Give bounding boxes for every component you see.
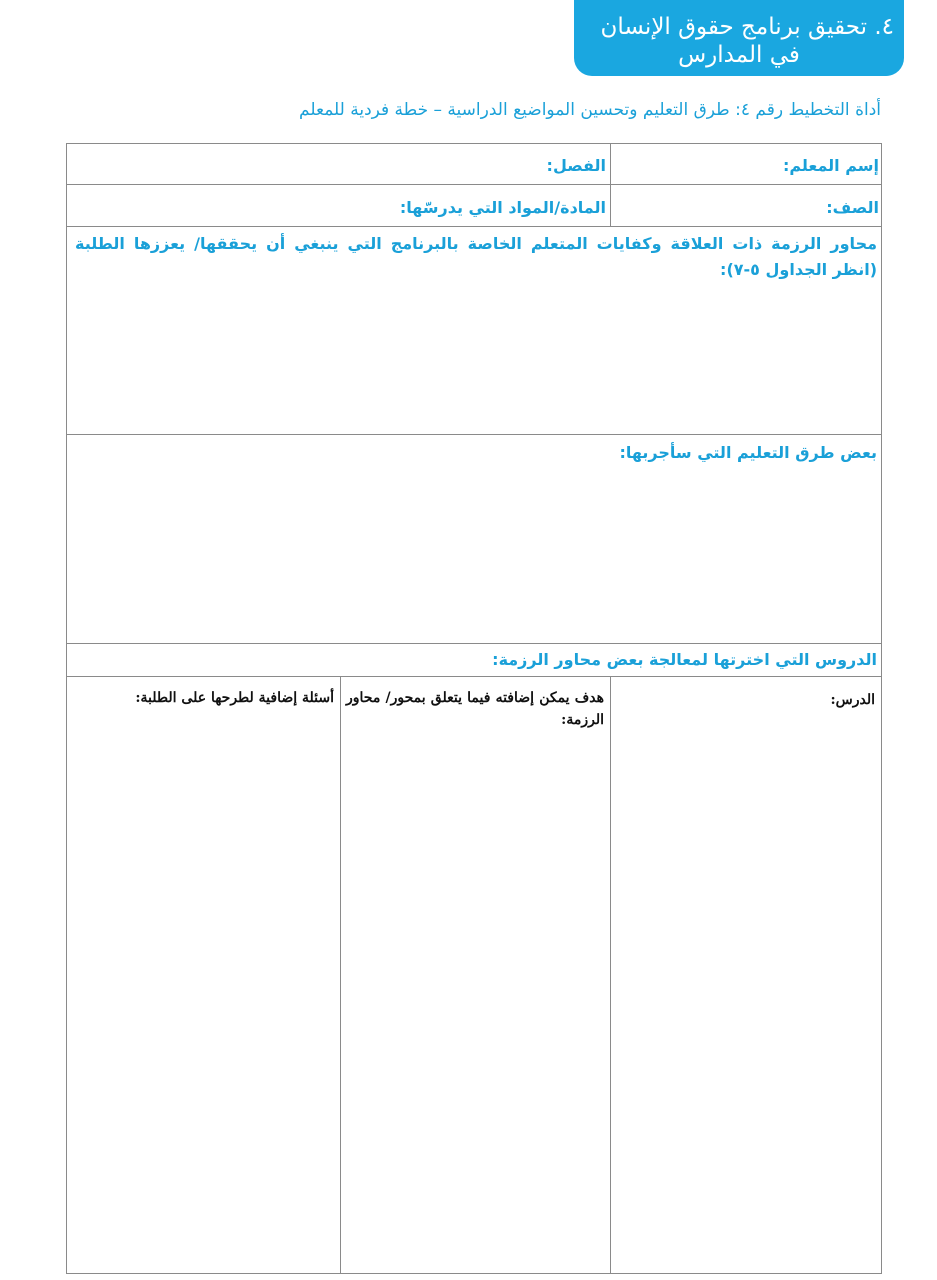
class-section-cell[interactable] [66, 143, 611, 185]
section-title-line2: في المدارس [678, 42, 800, 68]
teaching-methods-label: بعض طرق التعليم التي سأجربها: [619, 443, 877, 462]
questions-label: أسئلة إضافية لطرحها على الطلبة: [135, 690, 334, 706]
lesson-cell[interactable] [610, 676, 882, 1274]
axes-competencies-cell[interactable] [66, 226, 882, 435]
goal-cell[interactable] [340, 676, 611, 1274]
grade-cell[interactable] [610, 184, 882, 227]
lessons-chosen-cell[interactable] [66, 643, 882, 677]
section-header-badge [574, 0, 904, 76]
grade-label: الصف: [826, 198, 879, 217]
lessons-chosen-label: الدروس التي اخترتها لمعالجة بعض محاور الرزمة: [492, 650, 877, 669]
teacher-name-cell[interactable] [610, 143, 882, 185]
goal-label: هدف يمكن إضافته فيما يتعلق بمحور/ محاور الرزمة: [346, 690, 604, 728]
teacher-name-label: إسم المعلم: [782, 156, 879, 175]
planning-form [66, 143, 882, 1274]
class-section-label: الفصل: [546, 156, 606, 175]
subjects-label: المادة/المواد التي يدرسّها: [399, 198, 606, 217]
planning-tool-subtitle: أداة التخطيط رقم ٤: طرق التعليم وتحسين المواضيع الدراسية – خطة فردية للمعلم [299, 100, 881, 120]
axes-competencies-label: محاور الرزمة ذات العلاقة وكفايات المتعلم الخاصة بالبرنامج التي ينبغي أن يحققها/ يعززها الطلبة (انظر الجداول ٥-٧): [75, 234, 877, 279]
subjects-cell[interactable] [66, 184, 611, 227]
section-title-line1: ٤. تحقيق برنامج حقوق الإنسان [600, 14, 894, 40]
lesson-label: الدرس: [830, 692, 875, 708]
questions-cell[interactable] [66, 676, 341, 1274]
teaching-methods-cell[interactable] [66, 434, 882, 644]
